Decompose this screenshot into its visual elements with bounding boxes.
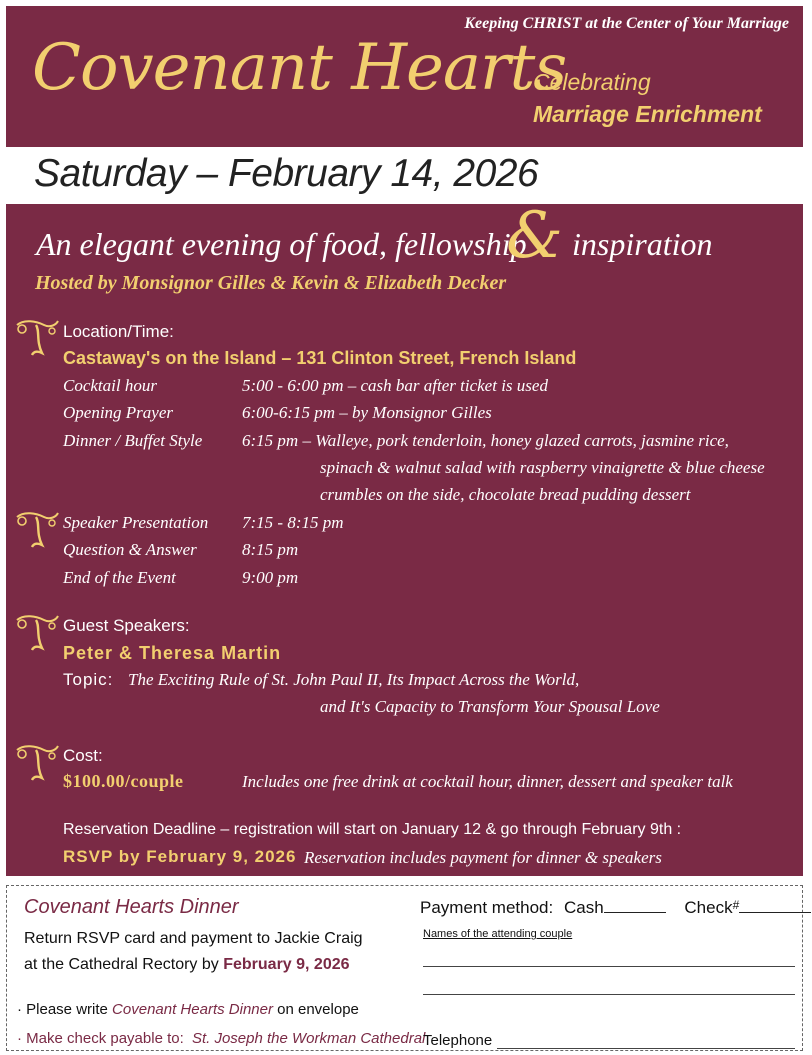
rsvp-card	[6, 885, 803, 1051]
schedule-time: 6:15 pm – Walleye, pork tenderloin, honey glazed carrots, jasmine rice,	[242, 431, 729, 450]
schedule-time: 5:00 - 6:00 pm – cash bar after ticket is used	[242, 376, 548, 395]
card-title: Covenant Hearts Dinner	[24, 896, 239, 918]
topic-line1: The Exciting Rule of St. John Paul II, Its Impact Across the World,	[128, 670, 580, 689]
card-line2	[24, 956, 350, 974]
schedule-time: 6:00-6:15 pm – by Monsignor Gilles	[242, 403, 492, 422]
names-line-2[interactable]	[423, 994, 795, 995]
dinner-menu-cont: crumbles on the side, chocolate bread pudding dessert	[320, 485, 691, 504]
intro-text: An elegant evening of food, fellowship	[36, 226, 527, 262]
program-label: End of the Event	[63, 568, 176, 587]
cash-blank[interactable]	[604, 912, 666, 913]
subtitle-line2: Marriage Enrichment	[533, 101, 762, 127]
program-label: Question & Answer	[63, 540, 197, 559]
ampersand-ornament: &	[506, 199, 563, 273]
schedule-label: Dinner / Buffet Style	[63, 431, 203, 450]
header-banner	[6, 6, 803, 147]
check-number-blank[interactable]	[739, 912, 811, 913]
card-line2-prefix: at the Cathedral Rectory by	[24, 956, 219, 973]
bullet1-prefix: · Please write	[17, 1001, 108, 1018]
topic-label: Topic:	[63, 670, 114, 689]
card-deadline-date: February 9, 2026	[223, 956, 350, 973]
check-label: Check	[684, 898, 733, 917]
rsvp-date: RSVP by February 9, 2026	[63, 847, 297, 866]
price: $100.00/couple	[63, 771, 184, 791]
schedule-label: Opening Prayer	[63, 403, 174, 422]
payment-label: Payment method:	[420, 898, 554, 917]
flourish-ornament-icon	[14, 509, 60, 549]
details-panel	[6, 199, 803, 876]
card-bullet1	[17, 1001, 359, 1018]
dinner-menu-cont: spinach & walnut salad with raspberry vinaigrette & blue cheese	[320, 458, 765, 477]
hosted-by: Hosted by Monsignor Gilles & Kevin & Elizabeth Decker	[35, 272, 507, 294]
price-includes: Includes one free drink at cocktail hour, dinner, dessert and speaker talk	[242, 772, 733, 791]
schedule-label: Cocktail hour	[63, 376, 157, 395]
reservation-deadline: Reservation Deadline – registration will start on January 12 & go through February 9th :	[63, 821, 682, 838]
names-label: Names of the attending couple	[423, 928, 573, 940]
telephone-line[interactable]	[497, 1048, 795, 1049]
program-time: 7:15 - 8:15 pm	[242, 513, 344, 532]
brand-title: Covenant Hearts	[32, 31, 567, 105]
rsvp-note: Reservation includes payment for dinner & speakers	[304, 848, 662, 867]
topic-line2: and It's Capacity to Transform Your Spousal Love	[320, 697, 660, 716]
program-label: Speaker Presentation	[63, 513, 209, 532]
subtitle-line1: Celebrating	[533, 69, 651, 95]
event-date: Saturday – February 14, 2026	[34, 152, 539, 195]
flourish-ornament-icon	[14, 317, 60, 357]
bullet2-emphasis: St. Joseph the Workman Cathedral	[191, 1030, 426, 1047]
tagline: Keeping CHRIST at the Center of Your Marriage	[464, 15, 789, 32]
bullet1-emphasis: Covenant Hearts Dinner	[112, 1001, 273, 1018]
names-line-1[interactable]	[423, 966, 795, 967]
speakers-heading: Guest Speakers:	[63, 616, 190, 635]
cash-label: Cash	[563, 898, 604, 917]
flourish-ornament-icon	[14, 742, 60, 782]
card-bullet2	[17, 1030, 425, 1047]
cost-heading: Cost:	[63, 746, 103, 765]
flourish-ornament-icon	[14, 612, 60, 652]
speaker-names: Peter & Theresa Martin	[63, 643, 282, 663]
bullet1-suffix: on envelope	[277, 1001, 359, 1018]
bullet2-prefix: · Make check payable to:	[17, 1030, 184, 1047]
brand-subtitle	[533, 66, 762, 130]
card-line1: Return RSVP card and payment to Jackie Craig	[24, 930, 363, 947]
check-hash: #	[732, 898, 740, 912]
payment-method	[420, 898, 811, 918]
intro-text-end: inspiration	[572, 226, 713, 262]
location-heading: Location/Time:	[63, 322, 174, 341]
program-time: 8:15 pm	[242, 540, 299, 559]
telephone-label: Telephone	[423, 1032, 493, 1049]
venue: Castaway's on the Island – 131 Clinton Street, French Island	[63, 348, 577, 368]
program-time: 9:00 pm	[242, 568, 299, 587]
